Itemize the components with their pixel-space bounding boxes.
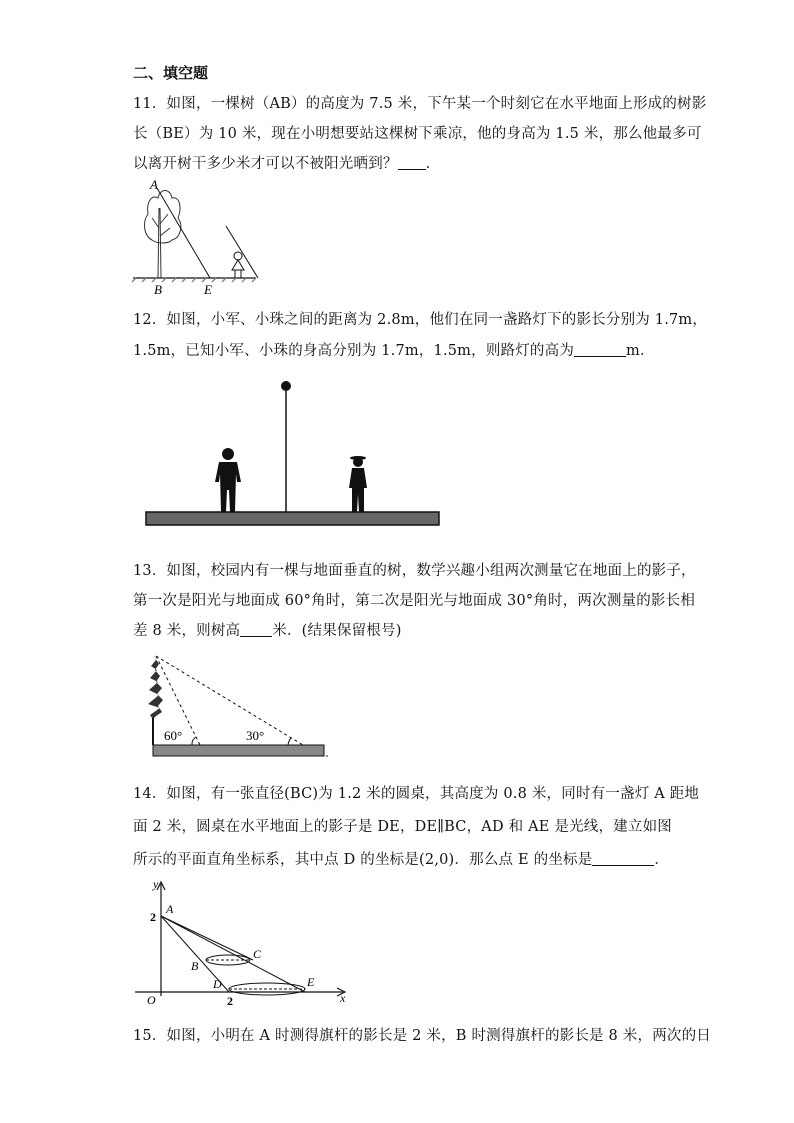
q14-label-e: E [307,975,315,989]
q14-label-b: B [191,959,199,973]
q13-text-3a: 差 8 米，则树高 [133,623,241,639]
q14-answer-blank[interactable] [592,851,654,866]
q14-line-2: 面 2 米，圆桌在水平地面上的影子是 DE，DE∥BC，AD 和 AE 是光线，建立如图 [133,819,672,835]
q11-label-b: B [154,282,162,297]
q12-answer-blank[interactable] [574,342,626,357]
q11-text-3b: ． [425,156,441,172]
q15-line-1: 15．如图，小明在 A 时测得旗杆的影长是 2 米，B 时测得旗杆的影长是 8 米，两次的日 [133,1028,711,1044]
q11-figure [128,178,268,296]
q12-person-1 [215,448,241,512]
q11-line-2: 长（BE）为 10 米，现在小明想要站这棵树下乘凉，他的身高为 1.5 米，那么他最多可 [133,126,702,142]
q13-angle-60: 60° [164,728,183,743]
q13-answer-blank[interactable] [240,622,272,637]
q13-line-1: 13．如图，校园内有一棵与地面垂直的树，数学兴趣小组两次测量它在地面上的影子， [133,563,696,579]
q11-label-a: A [150,177,158,192]
q12-person-2 [349,456,367,512]
q14-line-3 [133,848,669,869]
q14-line-1: 14．如图，有一张直径(BC)为 1.2 米的圆桌，其高度为 0.8 米，同时有一盏灯 A 距地 [133,786,700,802]
q11-label-e: E [204,282,212,297]
q14-label-d: D [213,977,222,991]
q14-label-c: C [253,947,262,961]
q14-text-3b: ． [654,852,670,868]
q14-label-a: A [166,902,174,916]
q14-label-o: O [147,993,156,1007]
q13-line-2: 第一次是阳光与地面成 60°角时，第二次是阳光与地面成 30°角时，两次测量的影长相 [133,593,696,609]
q14-figure [133,876,353,1010]
q12-line-2 [133,339,655,360]
q11-answer-blank[interactable] [398,155,426,170]
q11-line-3 [133,152,440,173]
q14-label-2x: 2 [227,994,233,1008]
q12-line-1: 12．如图，小军、小珠之间的距离为 2.8m，他们在同一盏路灯下的影长分别为 1.7m， [133,312,708,328]
q13-text-3b: 米．(结果保留根号) [272,623,402,639]
section-title: 二、填空题 [133,64,209,82]
q13-figure [138,650,338,762]
q14-text-3a: 所示的平面直角坐标系，其中点 D 的坐标是(2,0)．那么点 E 的坐标是 [133,852,593,868]
q13-angle-30: 30° [246,728,265,743]
q14-label-x: x [340,991,346,1005]
q14-label-y: y [153,877,159,891]
q11-line-1: 11．如图，一棵树（AB）的高度为 7.5 米，下午某一个时刻它在水平地面上形成的树影 [133,96,707,112]
q12-text-2a: 1.5m，已知小军、小珠的身高分别为 1.7m，1.5m，则路灯的高为 [133,343,575,359]
q13-line-3 [133,619,402,640]
q12-figure [143,378,443,530]
q14-label-2y: 2 [150,910,156,924]
q12-text-2b: m． [626,343,655,359]
q11-text-3a: 以离开树干多少米才可以不被阳光晒到？ [133,156,398,172]
